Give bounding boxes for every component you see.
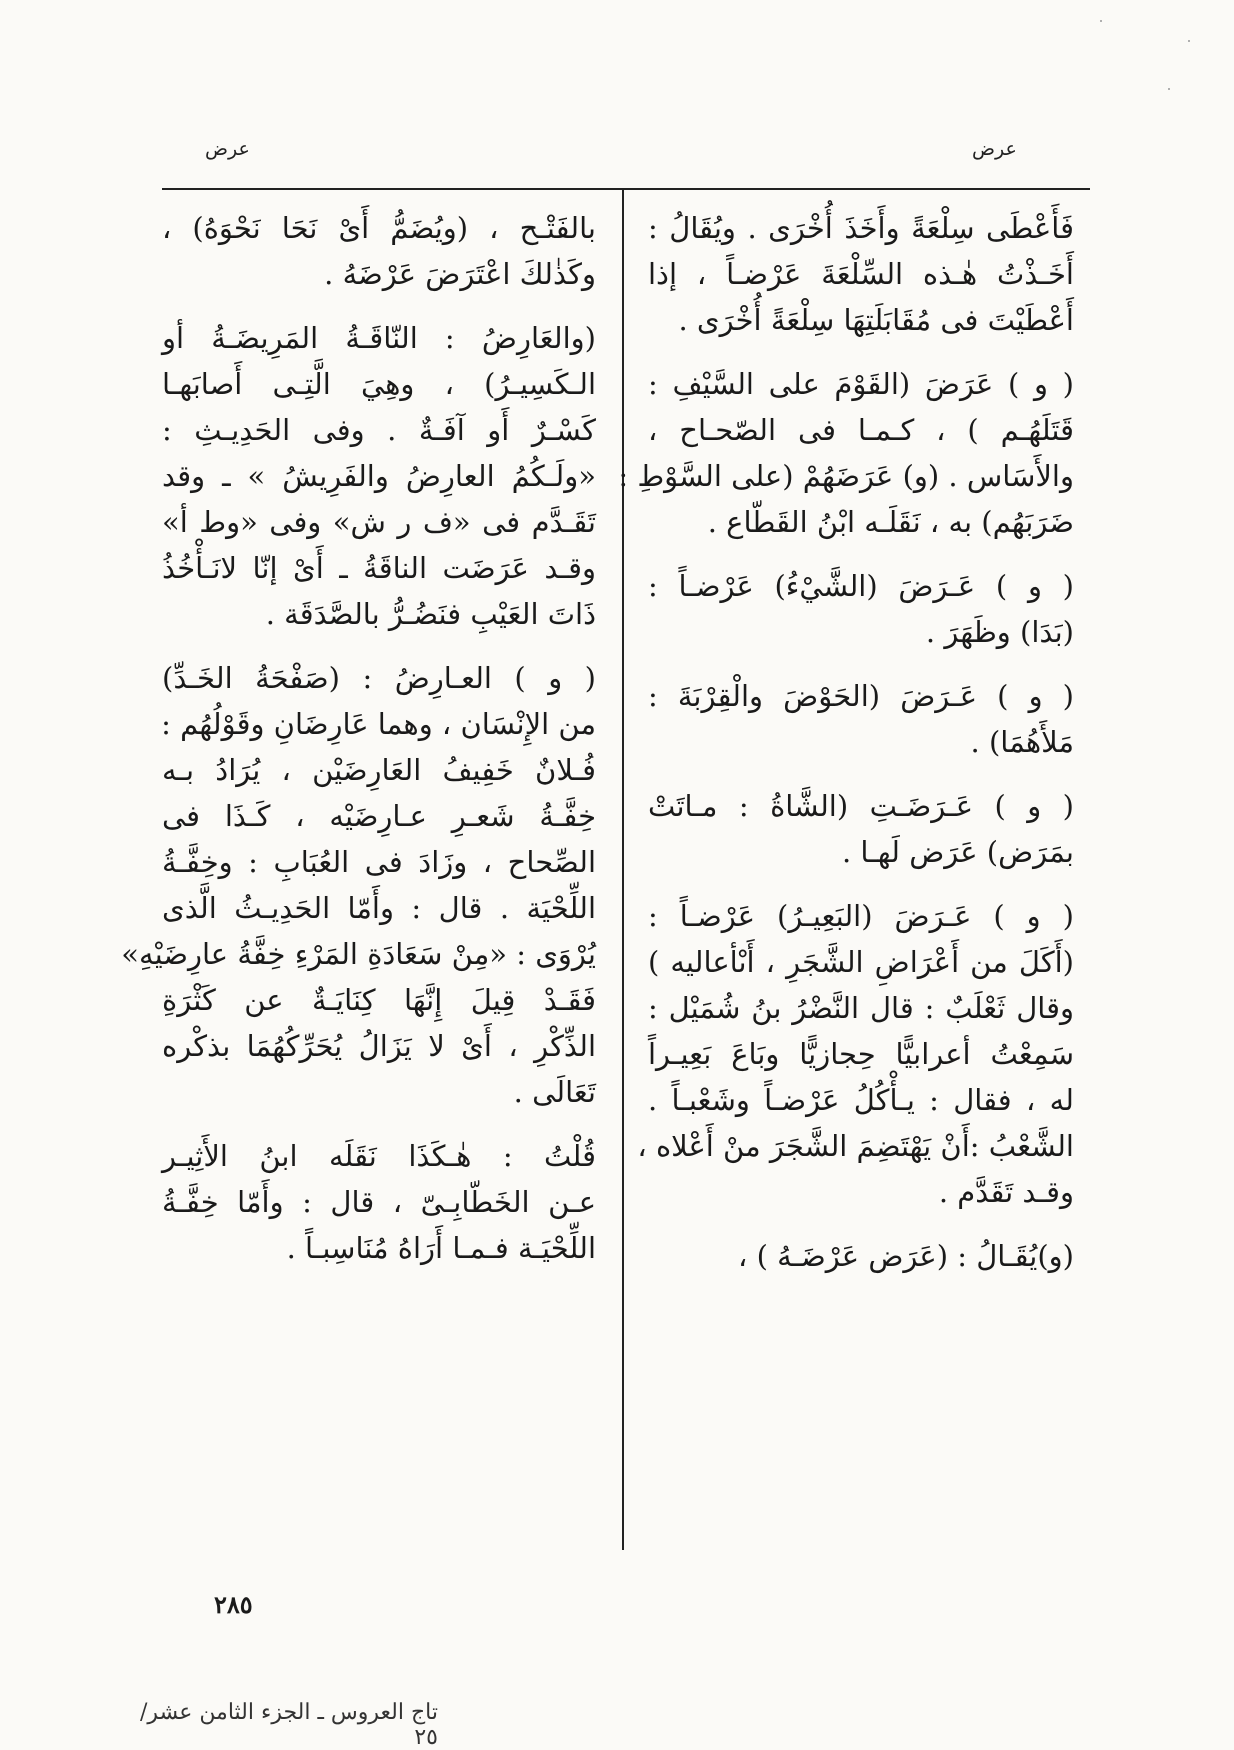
paragraph — [618, 361, 1074, 545]
paragraph — [648, 205, 1074, 343]
text-line: كَسْـرٌ أَو آفَـةٌ . وفى الحَدِيـثِ : — [162, 413, 596, 447]
text-line: وقـد عَرَضَت الناقَةُ ـ أَىْ إنّا لانَـأْخُذُ — [162, 551, 596, 585]
text-line: قَتَلَهُـم ) ، كـمـا فى الصّحـاح ، — [648, 413, 1074, 447]
text-line: (والعَارِضُ : النّاقَـةُ المَرِيضَـةُ أو — [162, 321, 596, 355]
paragraph — [162, 205, 596, 297]
text-line: (أَكَلَ من أَعْرَاضِ الشَّجَرِ ، أَىْأعاليه ) — [648, 945, 1074, 979]
text-line: له ، فقال : يـأْكُلُ عَرْضـاً وشَعْبـاً . — [648, 1083, 1074, 1117]
text-line: مَلأَهُمَا) . — [970, 725, 1074, 759]
text-line: ( و ) عَـرَضَ (الشَّيْءُ) عَرْضـاً : — [648, 569, 1074, 603]
text-line: ( و ) عَـرَضَـتِ (الشَّاةُ : مـاتَتْ — [648, 789, 1074, 823]
text-line: الـكَسِيـرُ) ، وهِيَ الَّتِـى أَصابَهـا — [162, 367, 596, 401]
text-line: تَعَالَى . — [513, 1075, 596, 1109]
text-line: ( و ) عَـرَضَ (الحَوْضَ والْقِرْبَةَ : — [648, 679, 1074, 713]
text-line: ذَاتَ العَيْبِ فنَضُـرُّ بالصَّدَقَة . — [265, 597, 596, 631]
text-line: بالفَتْـح ، (ويُضَمُّ أَىْ نَحَا نَحْوَهُ) ، — [162, 211, 596, 245]
header-rule — [162, 188, 1090, 190]
scan-speck — [1100, 20, 1102, 22]
text-line: من الإِنْسَان ، وهما عَارِضَانِ وقَوْلُهُم : — [161, 707, 596, 741]
text-line: يُرْوَى : «مِنْ سَعَادَةِ المَرْءِ خِفَّةُ عارِضَيْهِ» — [121, 937, 596, 971]
text-line: ( و ) العـارِضُ : (صَفْحَةُ الخَـدِّ) — [162, 661, 596, 695]
text-line: (بَدَا) وظَهَرَ . — [925, 615, 1074, 649]
paragraph — [637, 893, 1074, 1215]
text-line: وكَذٰلكَ اعْتَرَضَ عَرْضَهُ . — [324, 257, 596, 291]
text-line: عـن الخَطّابِـىّ ، قال : وأَمّا خِفَّـةُ — [162, 1185, 596, 1219]
text-line: وقال ثَعْلَبٌ : قال النَّضْرُ بنُ شُمَيْل : — [648, 991, 1074, 1025]
text-line: الذِّكْرِ ، أَىْ لا يَزَالُ يُحَرِّكُهُمَا بذكْره — [162, 1029, 596, 1063]
text-line: والأَسَاس . (و) عَرَضَهُمْ (على السَّوْطِ : — [618, 459, 1074, 493]
text-line: (و)يُقَـالُ : (عَرَض عَرْضَـهُ ) ، — [738, 1239, 1074, 1273]
text-line: ضَرَبَهُم) به ، نَقَلَـه ابْنُ القَطّاع . — [707, 505, 1074, 539]
text-line: فَقَـدْ قِيلَ إِنَّهَا كِنَايَـةٌ عن كَثْرَةِ — [162, 983, 596, 1017]
text-line: اللِّحْيَة . قال : وأَمّا الحَدِيـثُ الَّذى — [162, 891, 596, 925]
text-line: الشَّعْبُ :أَنْ يَهْتَضِمَ الشَّجَرَ منْ أَعْلاه ، — [637, 1129, 1074, 1163]
text-line: وقـد تَقَدَّم . — [938, 1175, 1074, 1209]
paragraph — [648, 783, 1074, 875]
paragraph — [162, 315, 596, 637]
footer-fragment: تاج العروس ـ الجزء الثامن عشر/ ٢٥ — [140, 1700, 438, 1750]
text-line: الصِّحاح ، وزَادَ فى العُبَابِ : وخِفَّـةُ — [162, 845, 596, 879]
scan-speck — [1188, 40, 1190, 42]
text-line: ( و ) عَرَضَ (القَوْمَ على السَّيْفِ : — [648, 367, 1074, 401]
running-header-right: عرض — [972, 138, 1017, 160]
text-line: خِفَّـةُ شَعـرِ عـارِضَيْه ، كَـذَا فى — [162, 799, 596, 833]
text-line: فُـلانٌ خَفِيفُ العَارِضَيْن ، يُرَادُ بـه — [162, 753, 596, 787]
page-number: ٢٨٥ — [214, 1590, 253, 1619]
text-line: قُلْتُ : هٰـكَذَا نَقَلَه ابنُ الأَثِيـر — [162, 1139, 596, 1173]
text-line: أَعْطَيْتَ فى مُقَابَلَتِهَا سِلْعَةً أُخْرَى . — [678, 303, 1074, 337]
scan-speck — [1168, 88, 1170, 90]
text-line: فَأَعْطَى سِلْعَةً وأَخَذَ أُخْرَى . ويُقَالُ : — [648, 211, 1074, 245]
text-line: سَمِعْتُ أعرابيًّا حِجازيًّا وبَاعَ بَعِيـراً — [648, 1037, 1074, 1071]
paragraph — [121, 655, 596, 1115]
paragraph — [648, 673, 1074, 765]
text-line: ( و ) عَـرَضَ (البَعِيـرُ) عَرْضـاً : — [648, 899, 1074, 933]
right-text-column — [618, 205, 1074, 1297]
text-line: اللِّحْيَـة فـمـا أَرَاهُ مُنَاسِبـاً . — [286, 1231, 596, 1265]
left-text-column — [121, 205, 596, 1289]
text-line: بمَرَض) عَرَض لَهـا . — [842, 835, 1074, 869]
text-line: أَخَـذْتُ هٰـذه السِّلْعَةَ عَرْضـاً ، إذا — [648, 257, 1074, 291]
paragraph — [648, 563, 1074, 655]
running-header-left: عرض — [205, 138, 250, 160]
text-line: تَقَـدَّم فى «ف ر ش» وفى «وط أ» — [162, 505, 596, 539]
paragraph — [162, 1133, 596, 1271]
paragraph — [648, 1233, 1074, 1279]
column-divider — [622, 190, 624, 1550]
text-line: «ولَـكُمُ العارِضُ والفَرِيشُ » ـ وقد — [162, 459, 596, 493]
